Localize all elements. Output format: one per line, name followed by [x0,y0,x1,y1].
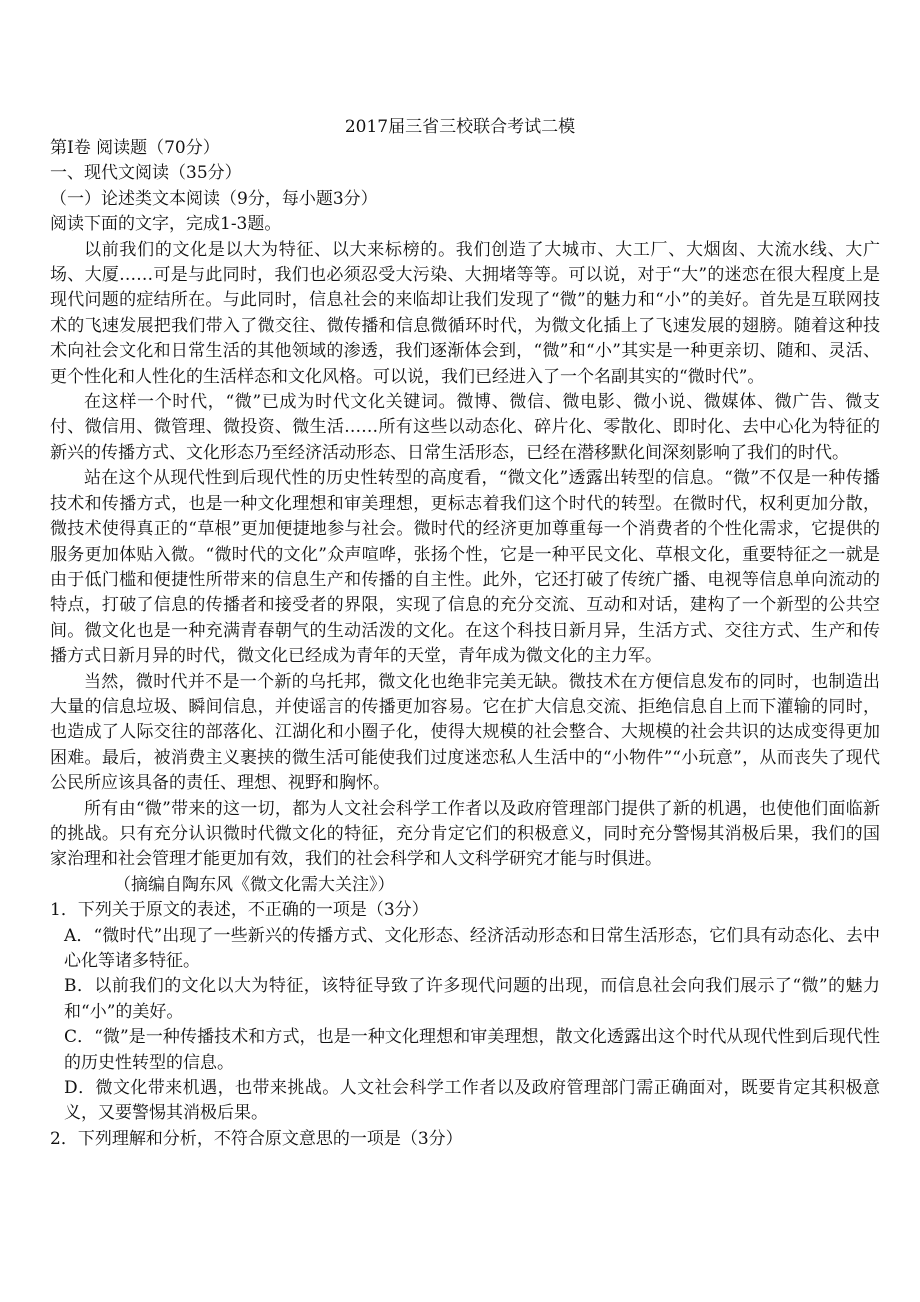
passage-paragraph: 所有由“微”带来的这一切，都为人文社会科学工作者以及政府管理部门提供了新的机遇，也使他们面临新的挑战。只有充分认识微时代微文化的特征，充分肯定它们的积极意义，同时充分警惕其消极后果，我们的国家治理和社会管理才能更加有效，我们的社会科学和人文科学研究才能与时俱进。 [50,798,880,870]
subsection-heading: （一）论述类文本阅读（9分，每小题3分） [50,188,378,209]
question-1-option-d: D．微文化带来机遇，也带来挑战。人文社会科学工作者以及政府管理部门需正确面对，既要肯定其积极意义，又要警惕其消极后果。 [64,1078,880,1124]
exam-title: 2017届三省三校联合考试二模 [344,117,576,137]
passage-source: （摘编自陶东风《微文化需大关注》） [114,874,395,895]
question-1-option-c: C．“微”是一种传播技术和方式，也是一种文化理想和审美理想，散文化透露出这个时代从现代性到后现代性的历史性转型的信息。 [64,1027,880,1073]
question-1-stem: 1．下列关于原文的表述，不正确的一项是（3分） [50,900,429,921]
question-2-stem: 2．下列理解和分析，不符合原文意思的一项是（3分） [50,1128,463,1149]
passage-paragraph: 当然，微时代并不是一个新的乌托邦，微文化也绝非完美无缺。微技术在方便信息发布的同时，也制造出大量的信息垃圾、瞬间信息，并使谣言的传播更加容易。它在扩大信息交流、拒绝信息自上而下灌输的同时，也造成了人际交往的部落化、江湖化和小圈子化，使得大规模的社会整合、大规模的社会共识的达成变得更加困难。最后，被消费主义裹挟的微生活可能使我们过度迷恋私人生活中的“小物件”“小玩意”，从而丧失了现代公民所应该具备的责任、理想、视野和胸怀。 [50,671,880,794]
question-1-option-a: A．“微时代”出现了一些新兴的传播方式、文化形态、经济活动形态和日常生活形态，它们具有动态化、去中心化等诸多特征。 [64,925,880,971]
reading-instruction: 阅读下面的文字，完成1-3题。 [50,214,282,235]
section-heading: 一、现代文阅读（35分） [50,163,242,184]
document-body [50,136,880,1152]
part-heading: 第Ⅰ卷 阅读题（70分） [50,138,220,158]
question-1-option-b: B．以前我们的文化以大为特征，该特征导致了许多现代问题的出现，而信息社会向我们展示了“微”的魅力和“小”的美好。 [64,976,880,1022]
passage-paragraph: 在这样一个时代，“微”已成为时代文化关键词。微博、微信、微电影、微小说、微媒体、微广告、微支付、微信用、微管理、微投资、微生活……所有这些以动态化、碎片化、零散化、即时化、去中心化为特征的新兴的传播方式、文化形态乃至经济活动形态、日常生活形态，已经在潜移默化间深刻影响了我们的时代。 [50,392,880,463]
passage-paragraph: 以前我们的文化是以大为特征、以大来标榜的。我们创造了大城市、大工厂、大烟囱、大流水线、大广场、大厦……可是与此同时，我们也必须忍受大污染、大拥堵等等。可以说，对于“大”的迷恋在很大程度上是现代问题的症结所在。与此同时，信息社会的来临却让我们发现了“微”的魅力和“小”的美好。首先是互联网技术的飞速发展把我们带入了微交往、微传播和信息微循环时代，为微文化插上了飞速发展的翅膀。随着这种技术向社会文化和日常生活的其他领域的渗透，我们逐渐体会到，“微”和“小”其实是一种更亲切、随和、灵活、更个性化和人性化的生活样态和文化风格。可以说，我们已经进入了一个名副其实的“微时代”。 [50,239,880,387]
passage-paragraph: 站在这个从现代性到后现代性的历史性转型的高度看，“微文化”透露出转型的信息。“微”不仅是一种传播技术和传播方式，也是一种文化理想和审美理想，更标志着我们这个时代的转型。在微时代，权利更加分散，微技术使得真正的“草根”更加便捷地参与社会。微时代的经济更加尊重每一个消费者的个性化需求，它提供的服务更加体贴入微。“微时代的文化”众声喧哗，张扬个性，它是一种平民文化、草根文化，重要特征之一就是由于低门槛和便捷性所带来的信息生产和传播的自主性。此外，它还打破了传统广播、电视等信息单向流动的特点，打破了信息的传播者和接受者的界限，实现了信息的充分交流、互动和对话，建构了一个新型的公共空间。微文化也是一种充满青春朝气的生动活泼的文化。在这个科技日新月异，生活方式、交往方式、生产和传播方式日新月异的时代，微文化已经成为青年的天堂，青年成为微文化的主力军。 [50,468,880,667]
